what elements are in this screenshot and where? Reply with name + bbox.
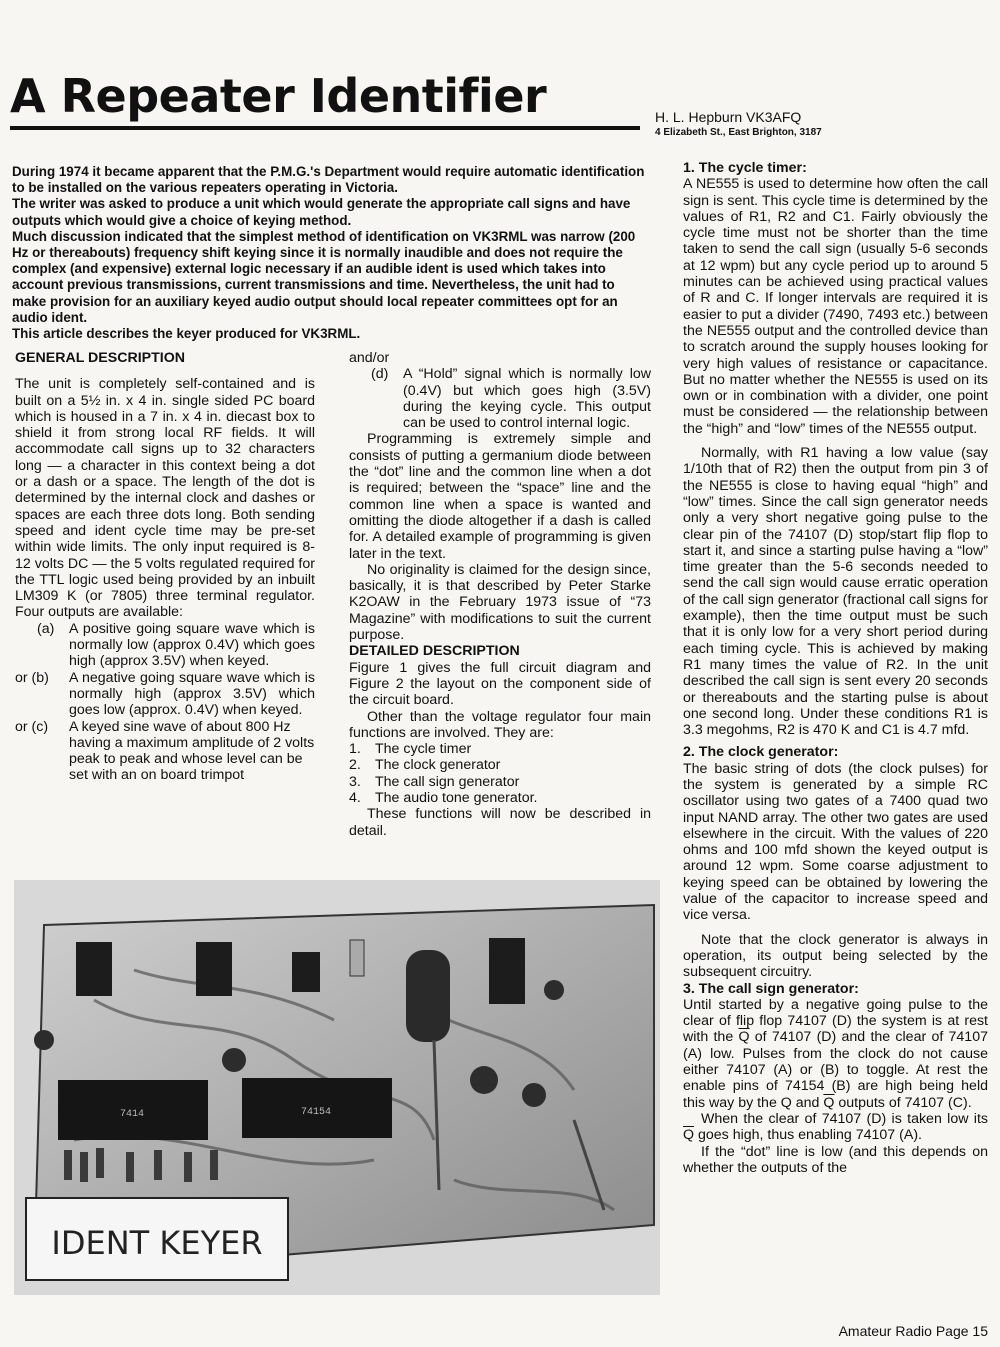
functions-list [349, 741, 651, 806]
resistor [184, 1152, 192, 1182]
q-bar-symbol: $\overline{Q}$ [823, 1094, 835, 1111]
page-footer: Amateur Radio Page 15 [838, 1323, 988, 1339]
ident-keyer-label: IDENT KEYER [51, 1224, 263, 1262]
chip-marking: 7414 [119, 1109, 145, 1120]
author-block [655, 110, 822, 140]
resistor [80, 1152, 88, 1182]
output-item [349, 366, 651, 431]
list-number: 3. [349, 773, 361, 790]
resistor [210, 1150, 218, 1180]
section-heading-call-sign-generator: 3. The call sign generator: [683, 980, 859, 997]
list-text: The clock generator [375, 757, 501, 774]
output-item [15, 621, 315, 670]
resistor [154, 1150, 162, 1180]
electrolytic-capacitor [406, 950, 450, 1042]
intro-paragraph: Much discussion indicated that the simplest method of identification on VK3RML was narrow (200 Hz or thereabouts) frequency shift keying since it is normally inaudible and does not require the complex (and expensive) external logic necessary if an audible ident is used which takes into account previous transmissions, current transmissions and time. Nevertheless, the unit had to make provision for an auxiliary keyed audio output should local repeater committees opt for an audio ident. [12, 228, 636, 325]
text-run: outputs of 74107 (C). [834, 1094, 972, 1111]
output-text: A positive going square wave which is normally low (approx 0.4V) which goes high (approx 3.5V) when keyed. [69, 620, 315, 670]
output-label: or (c) [15, 718, 49, 735]
call-sign-paragraph [683, 1111, 988, 1144]
text-run: of 74107 (D) and the clear of 74107 (A) low. Pulses from the clock do not cause either 74107 (A) or (B) to toggle. At rest the enable pins of 74154 (B) are high being held this way by the Q and [683, 1029, 988, 1111]
resistor [126, 1152, 134, 1182]
output-text: A “Hold” signal which is normally low (0.4V) but which goes high (3.5V) during the keying cycle. This output can be used to control internal logic. [403, 366, 651, 432]
author-name: H. L. Hepburn VK3AFQ [655, 109, 802, 125]
resistor [96, 1148, 104, 1178]
ic-chip [76, 942, 112, 996]
author-address: 4 Elizabeth St., East Brighton, 3187 [655, 127, 822, 138]
list-number: 4. [349, 790, 361, 807]
component [544, 980, 564, 1000]
list-item [349, 757, 651, 773]
clock-generator-paragraph: The basic string of dots (the clock pulses) for the system is generated by a simple RC oscillator using two gates of a 7400 quad two input NAND array. The other two gates are used elsewhere in the circuit. With the values of 220 ohms and 100 mfd shown the keyed output is around 12 wpm. Some coarse adjustment to keying speed can be obtained by lowering the value of the capacitor to increase speed and vice versa. [683, 760, 988, 924]
list-text: The call sign generator [375, 773, 520, 790]
text-run: Until started by a negative going pulse to the clear of flip flop 74107 (D) the system is at rest with the [683, 996, 988, 1046]
text-run: When the clear of 74107 (D) is taken low its [701, 1110, 988, 1127]
q-bar-symbol: $\overline{Q}$ [683, 1127, 695, 1144]
and-or-text: and/or [349, 350, 390, 366]
list-item [349, 741, 651, 757]
ic-chip [292, 952, 320, 992]
section-heading-cycle-timer: 1. The cycle timer: [683, 160, 807, 176]
column-3 [683, 160, 988, 1176]
list-item [349, 774, 651, 790]
list-text: The cycle timer [375, 741, 472, 758]
detailed-paragraph: Figure 1 gives the full circuit diagram and Figure 2 the layout on the component side of the circuit board. [349, 659, 651, 709]
list-text: The audio tone generator. [375, 790, 538, 807]
call-sign-paragraph: If the “dot” line is low (and this depends on whether the outputs of the [683, 1143, 988, 1176]
output-label: (d) [371, 366, 389, 383]
cycle-timer-paragraph: A NE555 is used to determine how often the call sign is sent. This cycle time is determined by the values of R1, R2 and C1. Fairly obviously the cycle time must not be shorter than the time taken to send the call sign (usually 5-6 seconds at 12 wpm) but any cycle period up to around 5 minutes can be achieved using practical values of R and C. If longer intervals are required it is easier to put a divider (7490, 7493 etc.) between the NE555 output and the controlled device than to scratch around the supply houses looking for very high values of resistance or capacitance. But no matter whether the NE555 is used on its own or in combination with a divider, one point must be considered — the relationship between the “high” and “low” times of the NE555 output. [683, 176, 988, 437]
component [522, 1083, 546, 1107]
detailed-paragraph: These functions will now be described in detail. [349, 806, 651, 839]
ic-chip [489, 938, 525, 1004]
section-heading-detailed: DETAILED DESCRIPTION [349, 643, 520, 660]
detailed-paragraph: Other than the voltage regulator four main functions are involved. They are: [349, 708, 651, 741]
ident-keyer-photo [14, 880, 660, 1295]
section-heading-general: GENERAL DESCRIPTION [15, 350, 186, 366]
list-number: 1. [349, 741, 361, 758]
output-item [15, 670, 315, 719]
intro-paragraph: The writer was asked to produce a unit which would generate the appropriate call signs and have outputs which would give a choice of keying method. [12, 196, 631, 228]
output-label: or (b) [15, 669, 49, 686]
programming-paragraph: Programming is extremely simple and consists of putting a germanium diode between the “dot” line and the common line when a dot is required; between the “space” line and the common line when a space is wanted and omitting the diode altogether if a dash is called for. A detailed example of programming is given later in the text. [349, 431, 651, 562]
title-rule [10, 126, 640, 130]
ic-chip [196, 942, 232, 996]
cycle-timer-paragraph: Normally, with R1 having a low value (say 1/10th that of R2) then the output from pin 3 of the NE555 is close to having equal “high” and “low” times. Since the call sign generator needs only a very short negative going pulse to the clear pin of the 74107 (D) stop/start flip flop to start it, and since a starting pulse having a “low” time greater than the 5-6 seconds needed to send the call sign would cause erratic operation of the call sign generator (fractional call signs for example), then the time output must be such that it is only low for a very short period during each timing cycle. This is achieved by making R1 many times the value of R2. In the unit described the call sign is sent every 20 seconds or thereabouts and the starting pulse is about one second long. Under these conditions R1 is 3.3 megohms, R2 is 470 K and C1 is 4.7 mfd. [683, 445, 988, 739]
originality-paragraph: No originality is claimed for the design since, basically, it is that described by Peter Starke K2OAW in the February 1973 issue of “73 Magazine” with modifications to suit the current purpose. [349, 561, 651, 644]
list-item [349, 790, 651, 806]
output-item [15, 719, 315, 784]
component [470, 1066, 498, 1094]
chip-marking: 74154 [300, 1107, 332, 1118]
clock-generator-paragraph: Note that the clock generator is always in operation, its output being selected by the subsequent circuitry. [683, 931, 988, 981]
q-bar-symbol: $\overline{Q}$ [738, 1029, 750, 1046]
intro-paragraph: During 1974 it became apparent that the P.M.G.'s Department would require automatic identification to be installed on the various repeaters operating in Victoria. [12, 164, 645, 196]
column-1 [15, 350, 315, 784]
output-text: A keyed sine wave of about 800 Hz having a maximum amplitude of 2 volts peak to peak and whose level can be set with an on board trimpot [69, 718, 315, 784]
article-title: A Repeater Identifier [10, 69, 547, 123]
resistor [64, 1150, 72, 1180]
text-run: goes high, thus enabling 74107 (A). [694, 1127, 922, 1144]
list-number: 2. [349, 757, 361, 774]
capacitor [350, 940, 364, 976]
section-heading-clock-generator: 2. The clock generator: [683, 744, 839, 761]
general-body: The unit is completely self-contained and is built on a 5½ in. x 4 in. single sided PC board which is housed in a 7 in. x 4 in. diecast box to shield it from strong local RF fields. It will accommodate call signs up to 32 characters long — a character in this context being a dot or a dash or a space. The length of the dot is determined by the internal clock and dashes or spaces are each three dots long. Both sending speed and ident cycle time may be pre-set within wide limits. The only input required is 8-12 volts DC — the 5 volts regulated required for the TTL logic used being provided by an inbuilt LM309 K (or 7805) three terminal regulator. Four outputs are available: [15, 376, 315, 621]
column-2 [349, 350, 651, 839]
call-sign-paragraph [683, 997, 988, 1111]
intro [12, 164, 652, 342]
component [34, 1030, 54, 1050]
output-text: A negative going square wave which is normally high (approx 3.5V) which goes low (approx. 0.4V) when keyed. [69, 669, 315, 719]
intro-paragraph: This article describes the keyer produced for VK3RML. [12, 326, 361, 342]
component [222, 1048, 246, 1072]
output-label: (a) [37, 620, 55, 637]
